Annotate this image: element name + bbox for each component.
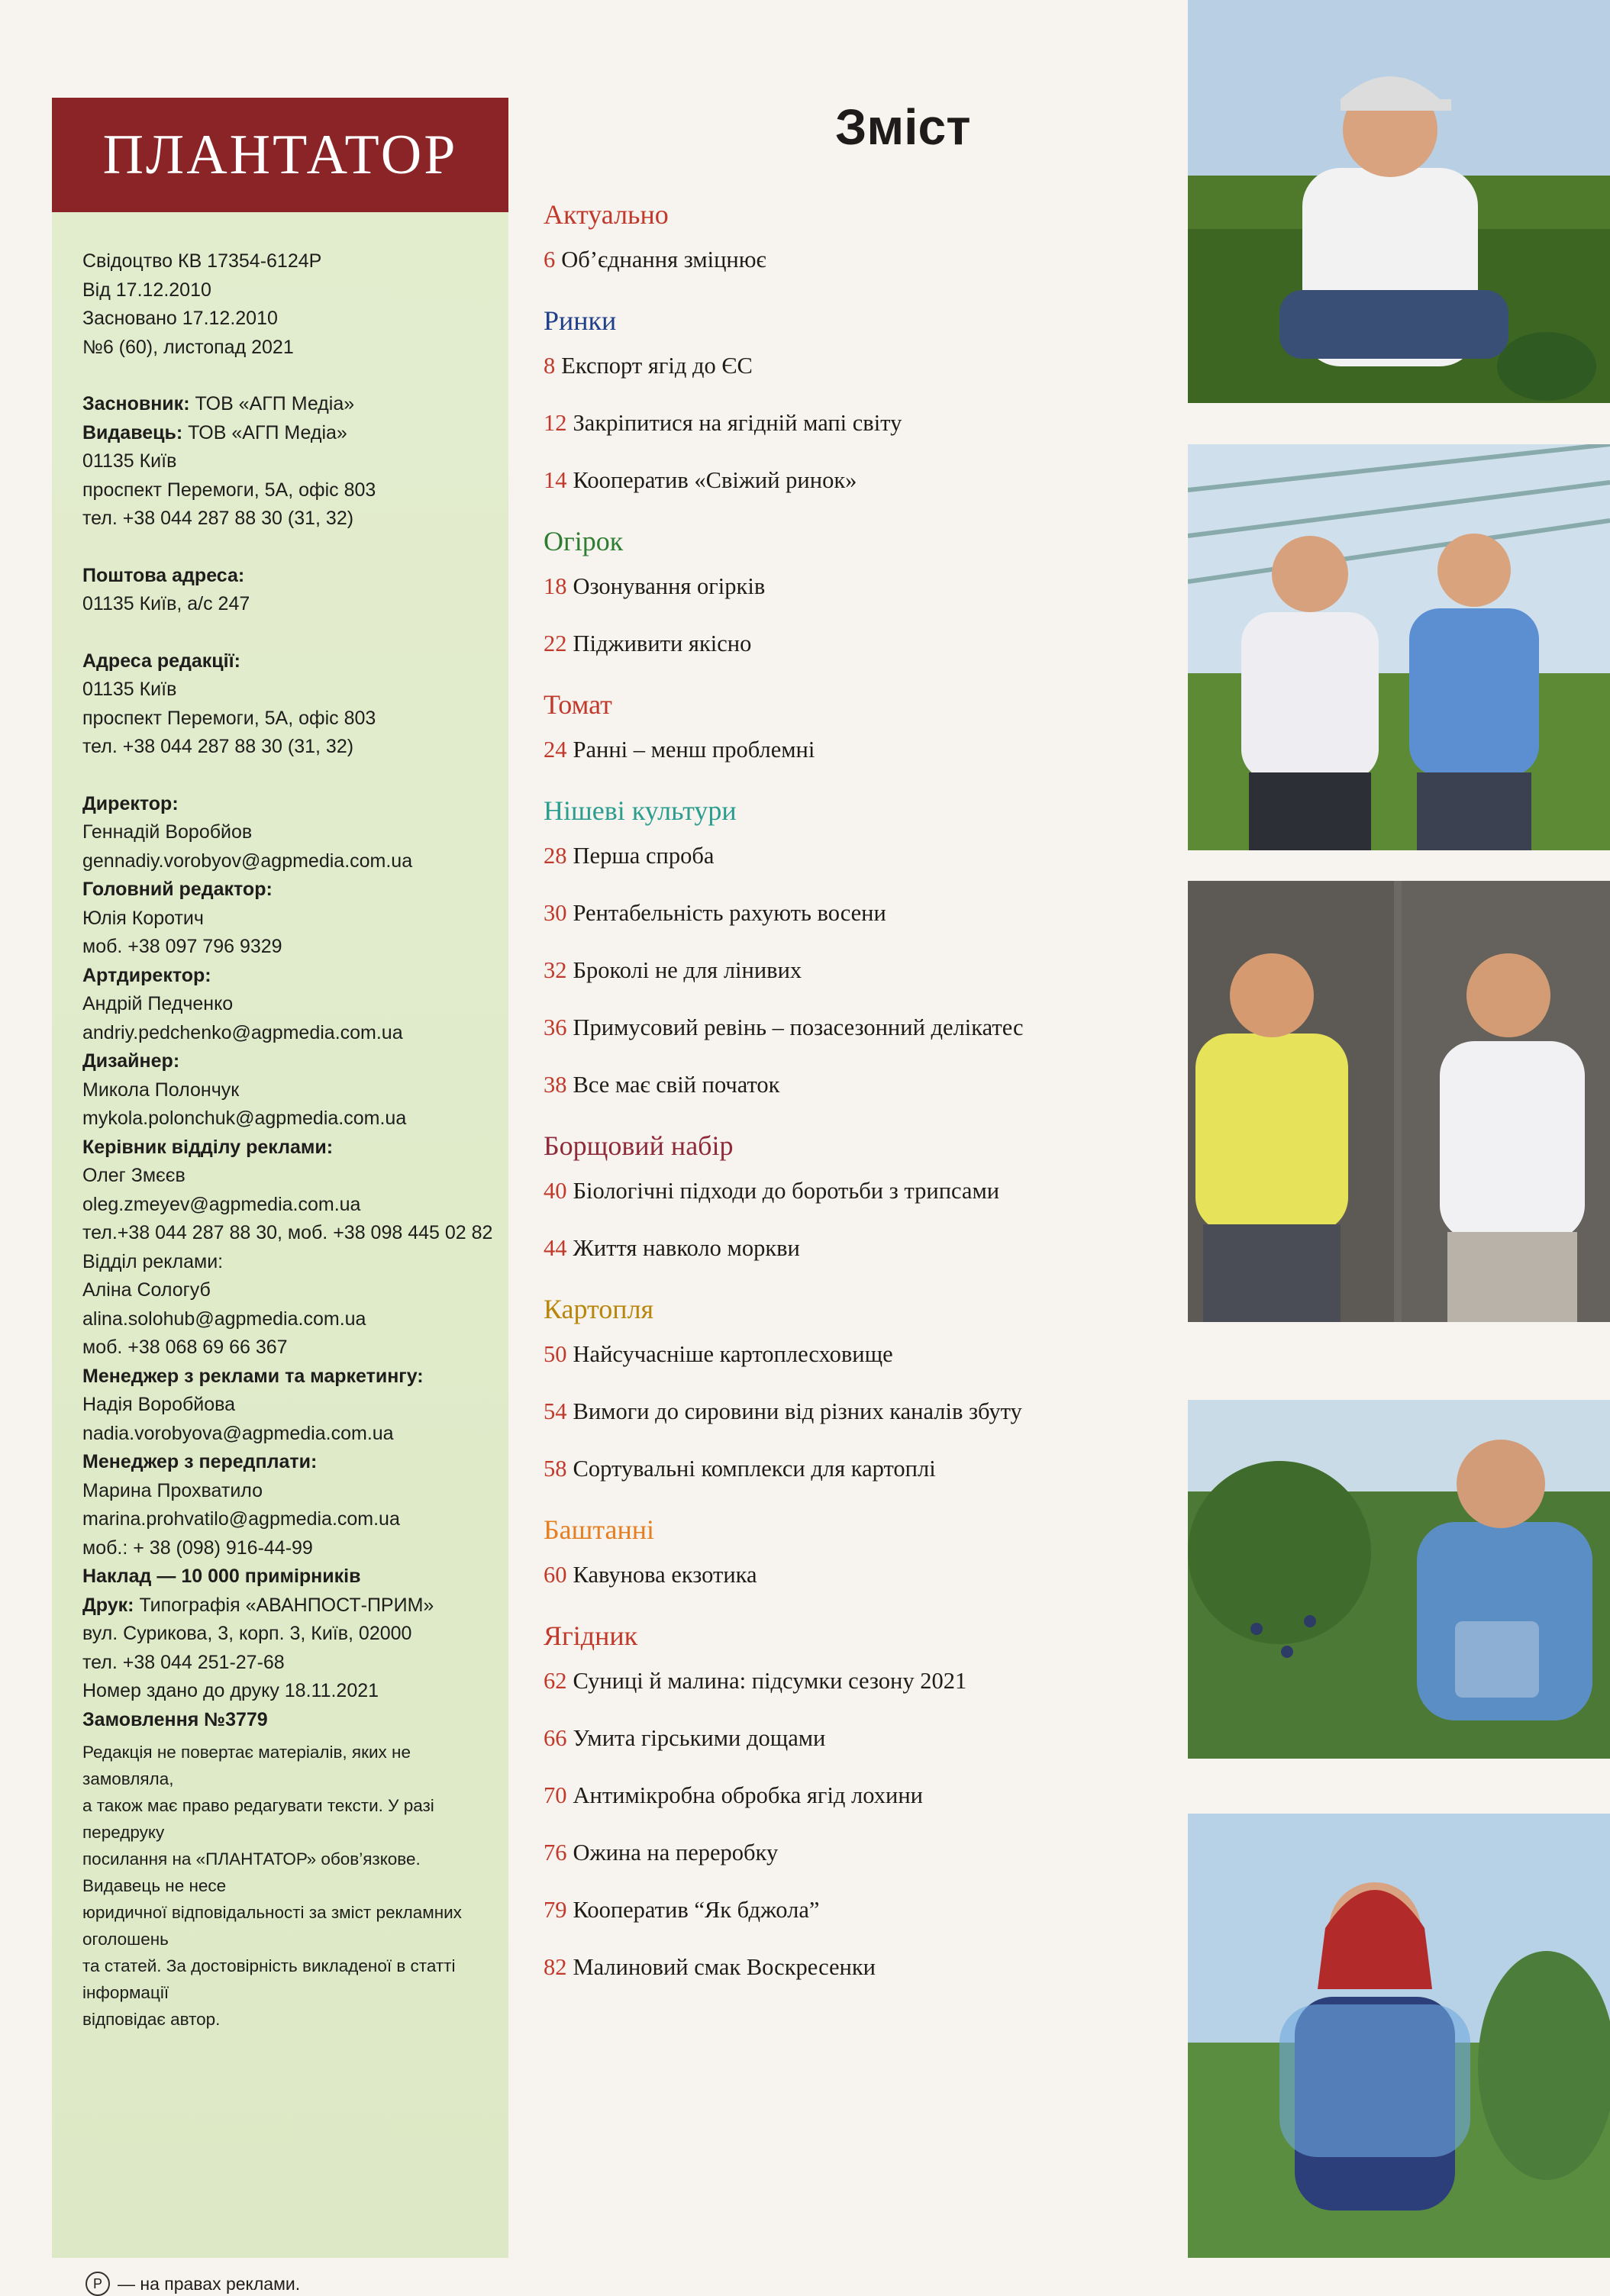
editorial-address-line: тел. +38 044 287 88 30 (31, 32) [82,736,354,757]
staff-line: Надія Воробйова [82,1394,236,1415]
advert-mark-icon: P [86,2272,110,2296]
disclaimer [82,1739,495,2033]
page-number: 18 [544,573,567,599]
page-number: 54 [544,1398,567,1424]
editorial-address-line: проспект Перемоги, 5А, офіс 803 [82,707,376,729]
section-heading: Борщовий набір [544,1130,734,1161]
entry-title: Експорт ягід до ЄС [561,353,753,379]
page-number: 6 [544,247,556,272]
entry-title: Все має свій початок [573,1072,780,1098]
entry-title: Закріпитися на ягідній мапі світу [573,410,902,436]
staff-line: Відділ реклами: [82,1250,224,1272]
page-number: 14 [544,467,567,493]
toc-entry[interactable] [544,1780,1185,1811]
entry-title: Антимікробна обробка ягід лохини [573,1782,923,1808]
table-of-contents [544,195,1185,2009]
disclaimer-line: юридичної відповідальності за зміст рекламних оголошень [82,1903,462,1949]
toc-entry[interactable] [544,1952,1185,1982]
page-number: 62 [544,1668,567,1694]
entry-title: Сортувальні комплекси для картоплі [573,1456,936,1482]
order-number: Замовлення №3779 [82,1708,268,1730]
page-number: 58 [544,1456,567,1482]
editorial-address-line: 01135 Київ [82,679,177,700]
entry-title: Суниці й малина: підсумки сезону 2021 [573,1668,967,1694]
page-number: 22 [544,630,567,656]
staff-line: Геннадій Воробйов [82,821,253,843]
section-heading: Томат [544,689,612,720]
entry-title: Життя навколо моркви [573,1235,800,1261]
staff-email: marina.prohvatilo@agpmedia.com.ua [82,1508,400,1530]
magazine-logo [52,98,508,212]
imprint-sidebar [52,98,508,2294]
editorial-label: Адреса редакції: [82,650,240,672]
page-title: Зміст [835,98,971,155]
section-heading: Нішеві культури [544,795,737,826]
section-heading: Картопля [544,1294,654,1324]
entry-title: Кооператив «Свіжий ринок» [573,467,857,493]
toc-entry[interactable] [544,571,1185,601]
entry-title: Кавунова екзотика [573,1562,757,1588]
print-line: Номер здано до друку 18.11.2021 [82,1680,379,1701]
entry-title: Примусовий ревінь – позасезонний делікатес [573,1014,1024,1040]
printer-value: Типографія «АВАНПОСТ-ПРИМ» [139,1594,434,1616]
page-number: 76 [544,1840,567,1866]
section-heading: Баштанні [544,1514,655,1545]
staff-line: моб. +38 097 796 9329 [82,936,282,957]
toc-entry[interactable] [544,408,1185,438]
entry-title: Броколі не для лінивих [573,957,802,983]
staff-role: Менеджер з передплати: [82,1451,318,1472]
toc-entry[interactable] [544,1069,1185,1100]
toc-entry[interactable] [544,1666,1185,1696]
publisher [82,419,495,448]
toc-entry[interactable] [544,1175,1185,1206]
entry-title: Ожина на переробку [573,1840,779,1866]
staff-email: alina.solohub@agpmedia.com.ua [82,1308,366,1330]
staff-line: Андрій Педченко [82,993,234,1014]
registration-line: Свідоцтво КВ 17354-6124Р [82,250,322,272]
page-number: 50 [544,1341,567,1367]
toc-entry[interactable] [544,1895,1185,1925]
ad-note-text: — на правах реклами. [118,2273,301,2294]
entry-title: Вимоги до сировини від різних каналів збуту [573,1398,1022,1424]
print-line: вул. Сурикова, 3, корп. 3, Київ, 02000 [82,1623,412,1644]
postal-address: 01135 Київ, а/с 247 [82,593,250,614]
section-heading: Огірок [544,526,624,556]
toc-entry[interactable] [544,1339,1185,1369]
publisher-address-line: проспект Перемоги, 5А, офіс 803 [82,479,376,501]
page-number: 8 [544,353,556,379]
disclaimer-line: а також має право редагувати тексти. У разі передруку [82,1796,434,1842]
entry-title: Підживити якісно [573,630,752,656]
printer-label: Друк: [82,1594,140,1616]
toc-entry[interactable] [544,628,1185,659]
man-with-blueberries-photo [1188,1400,1610,1759]
staff-line: моб. +38 068 69 66 367 [82,1337,288,1358]
two-men-fist-bump-photo [1188,881,1610,1322]
founder-value: ТОВ «АГП Медіа» [195,393,355,414]
page-number: 44 [544,1235,567,1261]
toc-entry[interactable] [544,1559,1185,1590]
toc-entry[interactable] [544,1012,1185,1043]
staff-line: моб.: + 38 (098) 916-44-99 [82,1537,313,1559]
toc-entry[interactable] [544,1837,1185,1868]
staff-email: gennadiy.vorobyov@agpmedia.com.ua [82,850,413,872]
staff-email: oleg.zmeyev@agpmedia.com.ua [82,1193,361,1215]
staff-role: Дизайнер: [82,1050,180,1072]
page-number: 38 [544,1072,567,1098]
toc-entry[interactable] [544,840,1185,871]
entry-title: Найсучасніше картоплесховище [573,1341,893,1367]
print-line: тел. +38 044 251-27-68 [82,1651,285,1673]
woman-in-broccoli-field-photo [1188,1814,1610,2258]
circulation: Наклад — 10 000 примірників [82,1566,361,1587]
staff-line: Микола Полончук [82,1079,240,1101]
publisher-address-line: 01135 Київ [82,450,177,472]
page-number: 30 [544,900,567,926]
staff-role: Директор: [82,792,179,814]
toc-entry[interactable] [544,955,1185,985]
staff-role: Головний редактор: [82,879,273,900]
imprint-block [82,247,495,2033]
toc-entry[interactable] [544,1233,1185,1263]
page-number: 70 [544,1782,567,1808]
two-men-in-greenhouse-photo [1188,444,1610,850]
toc-entry[interactable] [544,244,1185,275]
staff-email: mykola.polonchuk@agpmedia.com.ua [82,1108,407,1129]
staff-line: тел.+38 044 287 88 30, моб. +38 098 445 02 82 [82,1222,493,1243]
disclaimer-line: посилання на «ПЛАНТАТОР» обов’язкове. Видавець не несе [82,1849,421,1895]
page-number: 36 [544,1014,567,1040]
page-number: 24 [544,737,567,763]
entry-title: Ранні – менш проблемні [573,737,815,763]
page-number: 66 [544,1725,567,1751]
disclaimer-line: Редакція не повертає матеріалів, яких не замовляла, [82,1743,411,1788]
page-number: 79 [544,1897,567,1923]
publisher-label: Видавець: [82,421,189,443]
staff-email: nadia.vorobyova@agpmedia.com.ua [82,1422,394,1444]
toc-entry[interactable] [544,465,1185,495]
toc-entry[interactable] [544,1396,1185,1427]
entry-title: Біологічні підходи до боротьби з трипсами [573,1178,1000,1204]
page-number: 60 [544,1562,567,1588]
entry-title: Перша спроба [573,843,715,869]
man-in-watermelon-field-photo [1188,0,1610,403]
staff-email: andriy.pedchenko@agpmedia.com.ua [82,1021,403,1043]
toc-entry[interactable] [544,734,1185,765]
page-number: 82 [544,1954,567,1980]
entry-title: Озонування огірків [573,573,766,599]
toc-entry[interactable] [544,1453,1185,1484]
staff-role: Керівник відділу реклами: [82,1136,334,1158]
registration-line: Засновано 17.12.2010 [82,308,278,329]
publisher-value: ТОВ «АГП Медіа» [188,421,347,443]
staff-line: Аліна Сологуб [82,1279,211,1301]
entry-title: Рентабельність рахують восени [573,900,886,926]
founder [82,390,495,419]
page-number: 40 [544,1178,567,1204]
ad-note [86,2272,300,2296]
entry-title: Кооператив “Як бджола” [573,1897,820,1923]
staff-role: Артдиректор: [82,964,211,986]
page-number: 12 [544,410,567,436]
toc-entry[interactable] [544,350,1185,381]
postal-label: Поштова адреса: [82,564,245,586]
staff-line: Марина Прохватило [82,1479,263,1501]
registration-line: №6 (60), листопад 2021 [82,336,294,358]
section-heading: Актуально [544,199,669,230]
disclaimer-line: відповідає автор. [82,2010,221,2029]
registration-line: Від 17.12.2010 [82,279,211,301]
page-number: 28 [544,843,567,869]
publisher-address-line: тел. +38 044 287 88 30 (31, 32) [82,508,354,529]
staff-role: Менеджер з реклами та маркетингу: [82,1365,424,1387]
founder-label: Засновник: [82,393,195,414]
staff-line: Юлія Коротич [82,907,204,929]
entry-title: Малиновий смак Воскресенки [573,1954,876,1980]
toc-entry[interactable] [544,1723,1185,1753]
logo-text: ПЛАНТАТОР [102,123,458,186]
disclaimer-line: та статей. За достовірність викладеної в статті інформації [82,1956,456,2002]
page-number: 32 [544,957,567,983]
toc-entry[interactable] [544,898,1185,928]
section-heading: Ягідник [544,1620,638,1651]
entry-title: Об’єднання зміцнює [561,247,766,272]
entry-title: Умита гірськими дощами [573,1725,826,1751]
printer [82,1591,495,1620]
staff-line: Олег Змєєв [82,1165,186,1186]
section-heading: Ринки [544,305,617,336]
